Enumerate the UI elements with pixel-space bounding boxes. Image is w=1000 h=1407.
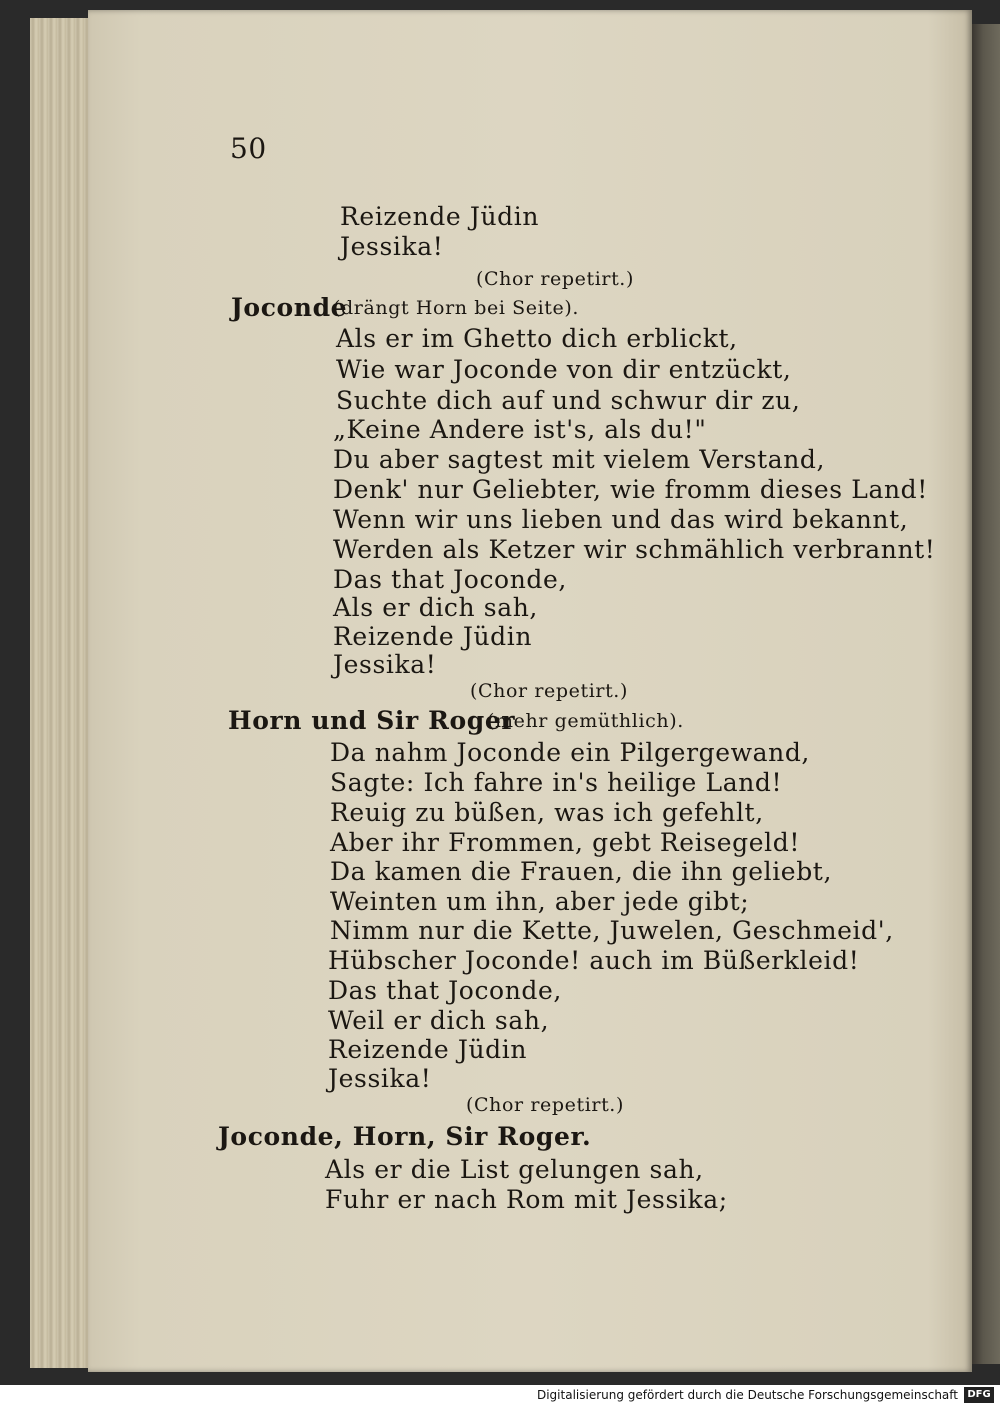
footer-bar <box>0 1385 1000 1407</box>
verse-line: Das that Joconde, <box>333 565 567 594</box>
verse-line: Wenn wir uns lieben und das wird bekannt, <box>333 505 909 534</box>
speaker-name: Joconde, Horn, Sir Roger. <box>218 1122 592 1151</box>
speaker-name: Joconde <box>231 293 348 322</box>
verse-line: Als er die List gelungen sah, <box>325 1155 704 1184</box>
verse-line: Jessika! <box>340 232 444 261</box>
verse-line: Da nahm Joconde ein Pilgergewand, <box>330 738 810 767</box>
dfg-logo: DFG <box>964 1387 994 1403</box>
stage-direction: (Chor repetirt.) <box>466 1094 624 1116</box>
verse-line: Suchte dich auf und schwur dir zu, <box>336 386 801 415</box>
verse-line: Als er im Ghetto dich erblickt, <box>336 324 738 353</box>
verse-line: Das that Joconde, <box>328 976 562 1005</box>
verse-line: Da kamen die Frauen, die ihn geliebt, <box>330 857 832 886</box>
verse-line: „Keine Andere ist's, als du!" <box>333 415 707 444</box>
speaker-direction: (drängt Horn bei Seite). <box>333 297 580 319</box>
verse-line: Reizende Jüdin <box>333 622 533 651</box>
funding-credit: Digitalisierung gefördert durch die Deutsche Forschungsgemeinschaft <box>536 1388 958 1402</box>
verse-line: Weinten um ihn, aber jede gibt; <box>330 887 750 916</box>
verse-line: Jessika! <box>328 1064 432 1093</box>
verse-line: Aber ihr Frommen, gebt Reisegeld! <box>330 828 800 857</box>
verse-line: Fuhr er nach Rom mit Jessika; <box>325 1185 728 1214</box>
stage-direction: (Chor repetirt.) <box>476 268 634 290</box>
verse-line: Wie war Joconde von dir entzückt, <box>336 355 792 384</box>
verse-line: Reuig zu büßen, was ich gefehlt, <box>330 798 764 827</box>
verse-line: Nimm nur die Kette, Juwelen, Geschmeid', <box>330 916 894 945</box>
verse-line: Reizende Jüdin <box>340 202 540 231</box>
verse-line: Denk' nur Geliebter, wie fromm dieses Land! <box>333 475 928 504</box>
verse-line: Hübscher Joconde! auch im Büßerkleid! <box>328 946 860 975</box>
speaker-name: Horn und Sir Roger <box>228 706 516 735</box>
page-number: 50 <box>230 132 267 165</box>
stage-direction: (Chor repetirt.) <box>470 680 628 702</box>
verse-line: Du aber sagtest mit vielem Verstand, <box>333 445 826 474</box>
verse-line: Reizende Jüdin <box>328 1035 528 1064</box>
book-gutter <box>972 24 1000 1364</box>
verse-line: Sagte: Ich fahre in's heilige Land! <box>330 768 783 797</box>
verse-line: Jessika! <box>333 650 437 679</box>
verse-line: Als er dich sah, <box>333 593 538 622</box>
verse-line: Werden als Ketzer wir schmählich verbrannt! <box>333 535 936 564</box>
page-edges <box>30 18 90 1368</box>
verse-line: Weil er dich sah, <box>328 1006 550 1035</box>
speaker-direction: (mehr gemüthlich). <box>487 710 684 732</box>
